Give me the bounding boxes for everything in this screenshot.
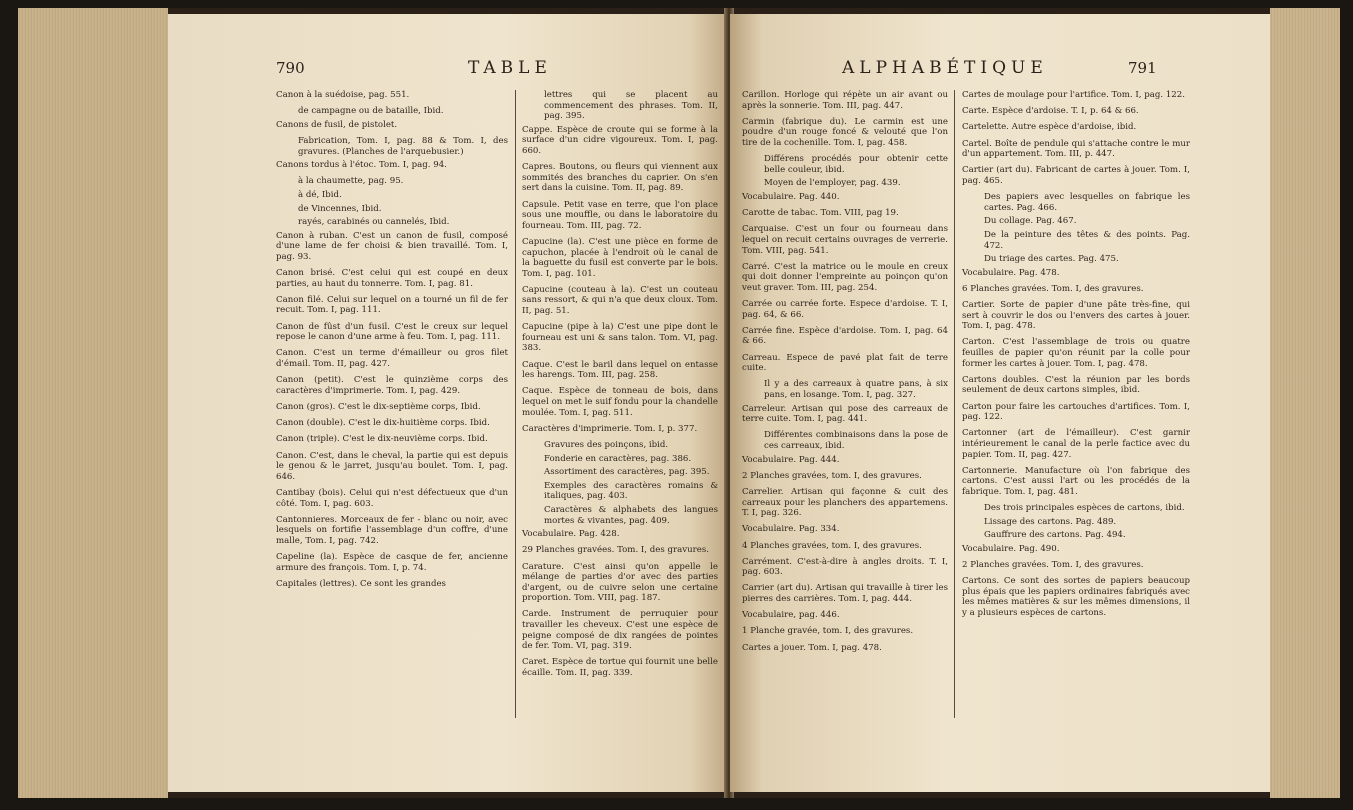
index-entry: Canon (petit). C'est le quinzième corps des caractères d'imprimerie. Tom. I, pag. 429.	[276, 375, 508, 396]
index-entry: à la chaumette, pag. 95.	[298, 176, 404, 187]
index-entry: Gravures des poinçons, ibid.	[544, 439, 669, 450]
index-entry: Du collage. Pag. 467.	[984, 216, 1077, 227]
index-entry: Cantibay (bois). Celui qui n'est défectueux que d'un côté. Tom. I, pag. 603.	[276, 487, 508, 509]
index-entry: de campagne ou de bataille, Ibid.	[298, 106, 444, 117]
index-entry: Moyen de l'employer, pag. 439.	[764, 178, 901, 189]
index-entry: Carreleur. Artisan qui pose des carreaux de terre cuite. Tom. I, pag. 441.	[742, 403, 948, 425]
left-page-number: 790	[276, 59, 305, 77]
index-entry: Des trois principales espèces de cartons, ibid.	[984, 503, 1185, 514]
index-entry: Cartel. Boîte de pendule qui s'attache contre le mur d'un appartement. Tom. III, p. 447.	[962, 138, 1190, 160]
index-entry: Carrier (art du). Artisan qui travaille à tirer les pierres des carrières. Tom. I, pag. 444.	[742, 583, 948, 605]
right-page-edges	[1270, 8, 1340, 798]
right-page-header: ALPHABÉTIQUE	[842, 58, 1048, 78]
index-entry: Canon (gros). C'est le dix-septième corps, Ibid.	[276, 402, 481, 412]
index-entry: Capitales (lettres). Ce sont les grandes	[276, 578, 446, 589]
index-entry: Cartelette. Autre espèce d'ardoise, ibid.	[962, 122, 1137, 133]
index-entry: Canon brisé. C'est celui qui est coupé en deux parties, au haut du tonnerre. Tom. I, pag. 81.	[276, 268, 508, 289]
index-entry: Capucine (couteau à la). C'est un couteau sans ressort, & qui n'a que deux cloux. Tom. II, pag. 51.	[522, 284, 718, 317]
index-entry: Canon. C'est, dans le cheval, la partie qui est depuis le genou & le jarret, jusqu'au boulet. Tom. I, pag. 646.	[276, 450, 508, 482]
index-entry: 29 Planches gravées. Tom. I, des gravures.	[522, 545, 709, 556]
index-entry: Canons tordus à l'étoc. Tom. I, pag. 94.	[276, 160, 447, 171]
index-entry: Carillon. Horloge qui répète un air avant ou après la sonnerie. Tom. III, pag. 447.	[742, 90, 948, 111]
index-entry: Vocabulaire. Pag. 334.	[742, 524, 840, 535]
left-page-edges	[18, 8, 168, 798]
left-column-1	[276, 90, 508, 595]
index-entry: à dé, Ibid.	[298, 189, 342, 200]
index-entry: Carte. Espèce d'ardoise. T. I, p. 64 & 66.	[962, 106, 1139, 117]
index-entry: Exemples des caractères romains & italiques, pag. 403.	[544, 480, 718, 502]
index-entry: Carton. C'est l'assemblage de trois ou quatre feuilles de papier qu'on réunit par la colle pour former les cartes à jouer. Tom. I, pag. 478.	[962, 337, 1190, 369]
index-entry: Carotte de tabac. Tom. VIII, pag 19.	[742, 208, 899, 219]
open-book	[18, 8, 1340, 798]
index-entry: Du triage des cartes. Pag. 475.	[984, 254, 1119, 265]
index-entry: Canon à ruban. C'est un canon de fusil, composé d'une lame de fer choisi & bien travaillé. Tom. I, pag. 93.	[276, 230, 508, 262]
index-entry: Différentes combinaisons dans la pose de ces carreaux, ibid.	[764, 430, 948, 451]
index-entry: Gauffrure des cartons. Pag. 494.	[984, 530, 1126, 541]
index-entry: rayés, carabinés ou cannelés, Ibid.	[298, 217, 450, 228]
index-entry: Carrelier. Artisan qui façonne & cuit des carreaux pour les planchers des appartemens. T. I, pag. 326.	[742, 486, 948, 519]
index-entry: Cartonner (art de l'émailleur). C'est garnir intérieurement le canal de la perle factice avec du papier. Tom. II, pag. 427.	[962, 428, 1190, 460]
index-entry: Capucine (la). C'est une pièce en forme de capuchon, placée à l'endroit où le canal de la baguette du fusil est converte par le bois. Tom. I, pag. 101.	[522, 236, 718, 279]
index-entry: Canon à la suédoise, pag. 551.	[276, 90, 410, 100]
index-entry: Assortiment des caractères, pag. 395.	[544, 467, 710, 478]
index-entry: 4 Planches gravées, tom. I, des gravures.	[742, 540, 922, 551]
index-entry: de Vincennes, Ibid.	[298, 203, 382, 214]
index-entry: Cartonnerie. Manufacture où l'on fabrique des cartons. C'est aussi l'art ou les procédés de la fabrique. Tom. I, pag. 481.	[962, 465, 1190, 497]
index-entry: Cartier. Sorte de papier d'une pâte très-fine, qui sert à couvrir le dos ou l'envers des cartes à jouer. Tom. I, pag. 478.	[962, 300, 1190, 332]
index-entry: Caractères & alphabets des langues mortes & vivantes, pag. 409.	[544, 504, 718, 526]
index-entry: Canons de fusil, de pistolet.	[276, 119, 398, 130]
index-entry: Carquaise. C'est un four ou fourneau dans lequel on recuit certains ouvrages de verrerie. Tom. VIII, pag. 541.	[742, 224, 948, 256]
index-entry: Cantonnieres. Morceaux de fer - blanc ou noir, avec lesquels on fortifie l'assemblage d'un coffre, d'une malle, Tom. I, pag. 742.	[276, 514, 508, 546]
index-entry: Capres. Boutons, ou fleurs qui viennent aux sommités des branches du caprier. On s'en sert dans la cuisine. Tom. II, pag. 89.	[522, 162, 718, 194]
index-entry: Vocabulaire, pag. 446.	[742, 610, 840, 621]
index-entry: Carature. C'est ainsi qu'on appelle le mélange de parties d'or avec des parties d'argent, ou de cuivre selon une certaine proportion. Tom. VIII, pag. 187.	[522, 561, 718, 604]
left-column-2	[522, 90, 718, 684]
index-entry: Des papiers avec lesquelles on fabrique les cartes. Pag. 466.	[984, 192, 1190, 213]
index-entry: Vocabulaire. Pag. 444.	[742, 454, 840, 465]
index-entry: Vocabulaire. Pag. 428.	[522, 529, 620, 540]
index-entry: Canon (double). C'est le dix-huitième corps. Ibid.	[276, 418, 490, 429]
index-entry: Carton pour faire les cartouches d'artifices. Tom. I, pag. 122.	[962, 401, 1190, 423]
index-entry: Carreau. Espece de pavé plat fait de terre cuite.	[742, 352, 948, 374]
index-entry: Canon (triple). C'est le dix-neuvième corps. Ibid.	[276, 434, 488, 445]
index-entry: Vocabulaire. Pag. 478.	[962, 267, 1060, 278]
index-entry: Capucine (pipe à la) C'est une pipe dont le fourneau est uni & sans talon. Tom. VI, pag. 383.	[522, 322, 718, 354]
column-rule	[515, 90, 516, 718]
index-entry: Fabrication, Tom. I, pag. 88 & Tom. I, des gravures. (Planches de l'arquebusier.)	[298, 135, 508, 157]
left-page	[168, 14, 728, 792]
index-entry: Fonderie en caractères, pag. 386.	[544, 453, 692, 464]
index-entry: Cartons doubles. C'est la réunion par les bords seulement de deux cartons simples, ibid.	[962, 374, 1190, 396]
index-entry: Vocabulaire. Pag. 440.	[742, 191, 840, 202]
index-entry: Caret. Espèce de tortue qui fournit une belle écaille. Tom. II, pag. 339.	[522, 657, 718, 679]
index-entry: Cartons. Ce sont des sortes de papiers beaucoup plus épais que les papiers ordinaires fabriqués avec les mêmes matières & sur les mêmes dimensions, il y a plusieurs espèces de cartons.	[962, 576, 1190, 619]
index-entry: 1 Planche gravée, tom. I, des gravures.	[742, 626, 914, 637]
index-entry: 2 Planches gravées, tom. I, des gravures.	[742, 470, 922, 481]
column-rule	[954, 90, 955, 718]
index-entry: Carré. C'est la matrice ou le moule en creux qui doit donner l'empreinte au poinçon qu'on veut graver. Tom. III, pag. 254.	[742, 261, 948, 293]
index-entry: 2 Planches gravées. Tom. I, des gravures.	[962, 560, 1144, 571]
index-entry: Caque. C'est le baril dans lequel on entasse les harengs. Tom. III, pag. 258.	[522, 359, 718, 381]
right-page	[730, 14, 1270, 792]
index-entry: Canon. C'est un terme d'émailleur ou gros filet d'émail. Tom. II, pag. 427.	[276, 348, 508, 370]
index-entry: Cartes a jouer. Tom. I, pag. 478.	[742, 642, 882, 653]
index-entry: Cartier (art du). Fabricant de cartes à jouer. Tom. I, pag. 465.	[962, 165, 1190, 186]
index-entry: Caractères d'imprimerie. Tom. I, p. 377.	[522, 423, 698, 434]
index-entry: Carrément. C'est-à-dire à angles droits. T. I, pag. 603.	[742, 556, 948, 578]
index-entry: Capsule. Petit vase en terre, que l'on place sous une mouffle, ou dans le laboratoire du fourneau. Tom. III, pag. 72.	[522, 199, 718, 231]
index-entry: Carrée fine. Espèce d'ardoise. Tom. I, pag. 64 & 66.	[742, 325, 948, 347]
index-entry: Lissage des cartons. Pag. 489.	[984, 516, 1117, 527]
index-entry: Cappe. Espèce de croute qui se forme à la surface d'un cidre vigoureux. Tom. I, pag. 660.	[522, 124, 718, 156]
index-entry: Cartes de moulage pour l'artifice. Tom. I, pag. 122.	[962, 90, 1185, 100]
index-entry: Il y a des carreaux à quatre pans, à six pans, en losange. Tom. I, pag. 327.	[764, 379, 948, 400]
index-entry: Carde. Instrument de perruquier pour travailler les cheveux. C'est une espèce de peigne composé de dix rangées de pointes de fer. Tom. VI, pag. 319.	[522, 609, 718, 652]
index-entry: 6 Planches gravées. Tom. I, des gravures.	[962, 283, 1144, 294]
index-entry: lettres qui se placent au commencement des phrases. Tom. II, pag. 395.	[544, 90, 718, 122]
index-entry: Caque. Espèce de tonneau de bois, dans lequel on met le suif fondu pour la chandelle moulée. Tom. I, pag. 511.	[522, 386, 718, 418]
index-entry: Carmin (fabrique du). Le carmin est une poudre d'un rouge foncé & velouté que l'on tire de la cochenille. Tom. I, pag. 458.	[742, 116, 948, 148]
index-entry: Différens procédés pour obtenir cette belle couleur, ibid.	[764, 154, 948, 175]
index-entry: Canon filé. Celui sur lequel on a tourné un fil de fer recuit. Tom. I, pag. 111.	[276, 294, 508, 316]
index-entry: Carrée ou carrée forte. Espece d'ardoise. T. I, pag. 64, & 66.	[742, 299, 948, 320]
right-column-1	[742, 90, 948, 659]
index-entry: Vocabulaire. Pag. 490.	[962, 543, 1060, 554]
index-entry: De la peinture des têtes & des points. Pag. 472.	[984, 229, 1190, 251]
right-column-2	[962, 90, 1190, 624]
index-entry: Canon de fûst d'un fusil. C'est le creux sur lequel repose le canon d'une arme à feu. Tom. I, pag. 111.	[276, 321, 508, 343]
index-entry: Capeline (la). Espèce de casque de fer, ancienne armure des françois. Tom. I, p. 74.	[276, 552, 508, 573]
left-page-header: TABLE	[468, 58, 552, 78]
right-page-number: 791	[1128, 59, 1157, 77]
